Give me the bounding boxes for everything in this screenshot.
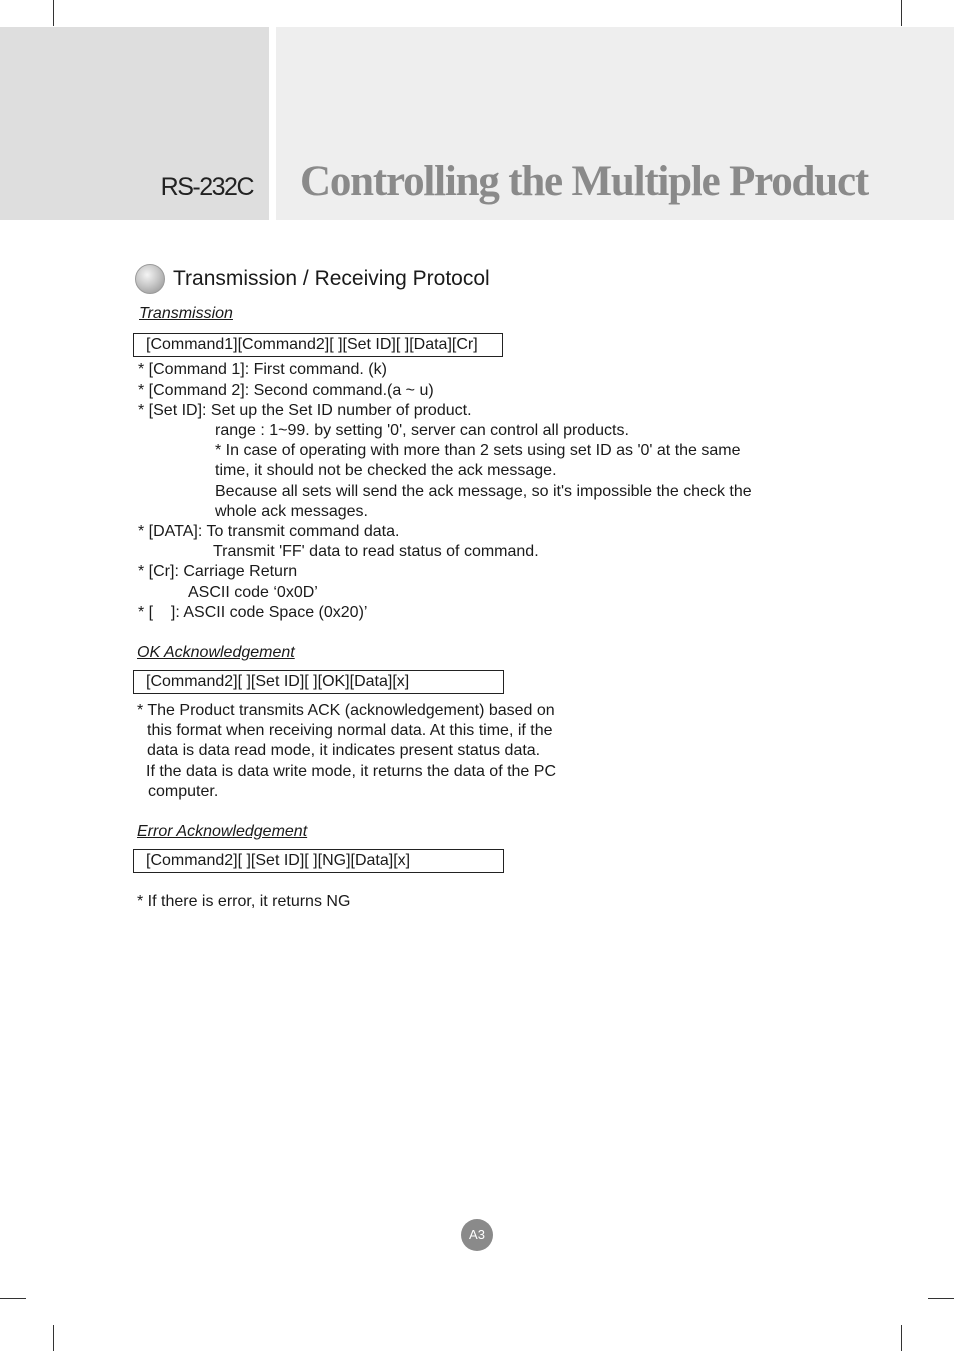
- error-ack-heading: Error Acknowledgement: [137, 823, 308, 840]
- header-title-panel: [276, 27, 954, 220]
- crop-mark: [928, 1298, 954, 1299]
- note-line: whole ack messages.: [215, 503, 368, 520]
- note-line: data is data read mode, it indicates present status data.: [147, 742, 541, 759]
- note-line: * [ ]: ASCII code Space (0x20)’: [138, 604, 368, 621]
- transmission-heading: Transmission: [139, 305, 233, 322]
- crop-mark: [901, 0, 902, 26]
- section-heading: Transmission / Receiving Protocol: [173, 267, 490, 290]
- note-line: * The Product transmits ACK (acknowledgement) based on: [137, 702, 555, 719]
- note-line: * [Cr]: Carriage Return: [138, 563, 298, 580]
- note-line: time, it should not be checked the ack message.: [215, 462, 557, 479]
- sphere-bullet-icon: [135, 264, 165, 294]
- crop-mark: [901, 1325, 902, 1351]
- note-line: Transmit 'FF' data to read status of command.: [213, 543, 539, 560]
- note-line: Because all sets will send the ack message, so it's impossible the check the: [215, 483, 752, 500]
- crop-mark: [53, 1325, 54, 1351]
- note-line: computer.: [148, 783, 219, 800]
- page-title: Controlling the Multiple Product: [300, 158, 868, 205]
- note-line: If the data is data write mode, it returns the data of the PC: [146, 763, 556, 780]
- error-ack-format-box: [Command2][ ][Set ID][ ][NG][Data][x]: [133, 849, 504, 873]
- header-section-panel: [0, 27, 269, 220]
- note-line: ASCII code ‘0x0D’: [188, 584, 318, 601]
- crop-mark: [0, 1298, 26, 1299]
- note-line: * [Set ID]: Set up the Set ID number of product.: [138, 402, 472, 419]
- note-line: * [DATA]: To transmit command data.: [138, 523, 400, 540]
- note-line: * [Command 2]: Second command.(a ~ u): [138, 382, 434, 399]
- ok-ack-heading: OK Acknowledgement: [137, 644, 295, 661]
- note-line: * If there is error, it returns NG: [137, 893, 351, 910]
- ok-ack-format-box: [Command2][ ][Set ID][ ][OK][Data][x]: [133, 670, 504, 694]
- crop-mark: [53, 0, 54, 26]
- note-line: * [Command 1]: First command. (k): [138, 361, 387, 378]
- note-line: this format when receiving normal data. At this time, if the: [147, 722, 553, 739]
- transmission-format-box: [Command1][Command2][ ][Set ID][ ][Data][Cr]: [133, 333, 503, 357]
- section-tag: RS-232C: [160, 173, 253, 201]
- note-line: range : 1~99. by setting '0', server can control all products.: [215, 422, 629, 439]
- page-number-badge: A3: [461, 1219, 493, 1251]
- note-line: * In case of operating with more than 2 sets using set ID as '0' at the same: [215, 442, 741, 459]
